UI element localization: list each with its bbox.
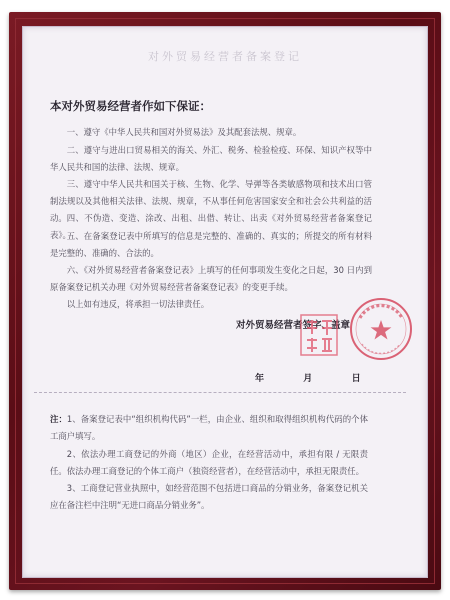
date-month: 月 [303, 374, 314, 384]
guarantee-item-5: 五、在备案登记表中所填写的信息是完整的、准确的、真实的；所提交的所有材料是完整的、准确的、合法的。 [50, 231, 372, 258]
note-item-2: 2、依法办理工商登记的外商（地区）企业，在经营活动中，承担有限 / 无限责任。依法办理工商登记的个体工商户（独资经营者），在经营活动中，承担无限责任。 [50, 449, 368, 476]
signature-label: 对外贸易经营者签字、盖章 [236, 320, 351, 331]
guarantee-heading: 本对外贸易经营者作如下保证： [50, 99, 211, 113]
liability-statement: 以上如有违反，将承担一切法律责任。 [66, 299, 210, 309]
name-stamp-icon [298, 312, 340, 358]
guarantee-item-4: 四、不伪造、变造、涂改、出租、出借、转让、出卖《对外贸易经营者备案登记表》。 [50, 213, 372, 240]
date-day: 日 [351, 374, 362, 384]
guarantee-item-6: 六、《对外贸易经营者备案登记表》上填写的任何事项发生变化之日起，30 日内到原备案登记机关办理《对外贸易经营者备案登记表》的变更手续。 [50, 265, 372, 292]
date-year: 年 [255, 374, 266, 384]
note-text-1: 1、备案登记表中“组织机构代码”一栏，由企业、组织和取得组织机构代码的个体工商户填写。 [50, 414, 368, 441]
faint-title: 对外贸易经营者备案登记 [148, 50, 302, 63]
guarantee-item-2: 二、遵守与进出口贸易相关的海关、外汇、税务、检验检疫、环保、知识产权等中华人民共和国的法律、法规、规章。 [50, 145, 372, 172]
section-divider [34, 392, 406, 393]
guarantee-item-1: 一、遵守《中华人民共和国对外贸易法》及其配套法规、规章。 [66, 127, 302, 137]
note-lead: 注： [50, 414, 67, 424]
guarantee-item-3: 三、遵守中华人民共和国关于核、生物、化学、导弹等各类敏感物项和技术出口管制法规以及其他相关法律、法规、规章，不从事任何危害国家安全和社会公共利益的活动。 [50, 179, 372, 223]
company-seal-icon [348, 296, 414, 362]
note-item-3: 3、工商登记营业执照中，如经营范围不包括进口商品的分销业务，备案登记机关应在备注栏中注明“无进口商品分销业务”。 [50, 483, 368, 510]
note-item-1 [50, 411, 368, 445]
signature-date [255, 371, 362, 384]
